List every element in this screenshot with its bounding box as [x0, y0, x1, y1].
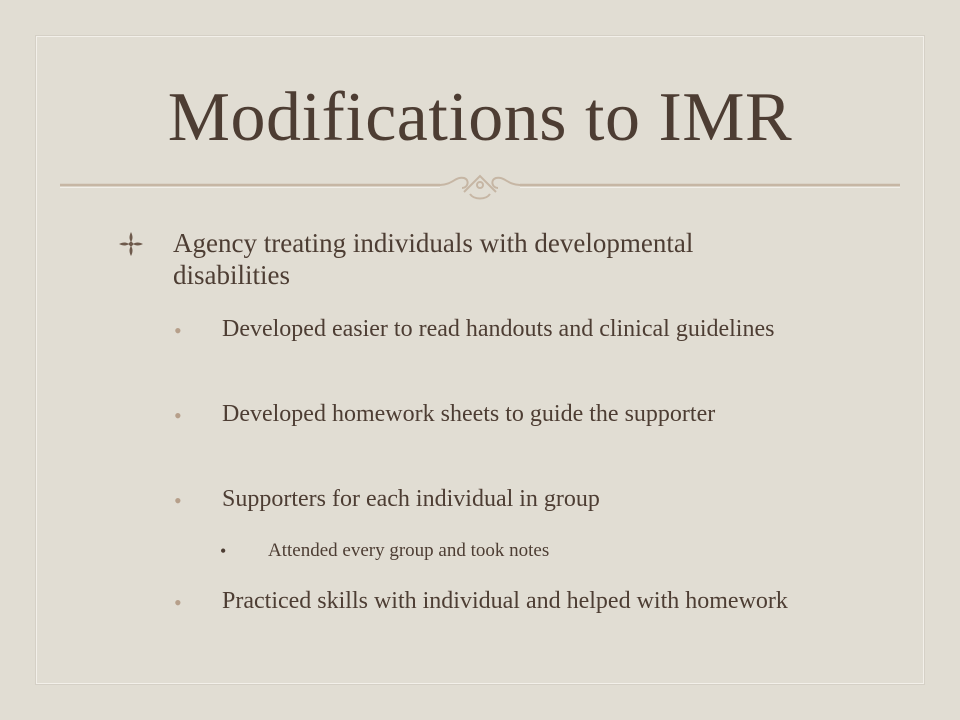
bullet-text: Developed homework sheets to guide the supporter	[222, 401, 716, 427]
bullet-text: Supporters for each individual in group	[222, 486, 600, 512]
bullet-text: Developed easier to read handouts and clinical guidelines	[222, 316, 775, 342]
bullet-text: Practiced skills with individual and helped with homework	[222, 588, 788, 614]
bullet-dot: •	[174, 403, 182, 428]
ornamental-divider	[60, 170, 900, 204]
bullet-text: Agency treating individuals with developmental disabilities	[173, 228, 694, 290]
bullet-dot: •	[174, 488, 182, 513]
bullet-dot: •	[174, 590, 182, 615]
slide-title: Modifications to IMR	[167, 79, 793, 156]
bullet-dot: •	[220, 541, 227, 561]
diamond-fleur-icon	[118, 231, 144, 257]
bullet-dot: •	[174, 318, 182, 343]
bullet-text: Attended every group and took notes	[268, 540, 550, 561]
